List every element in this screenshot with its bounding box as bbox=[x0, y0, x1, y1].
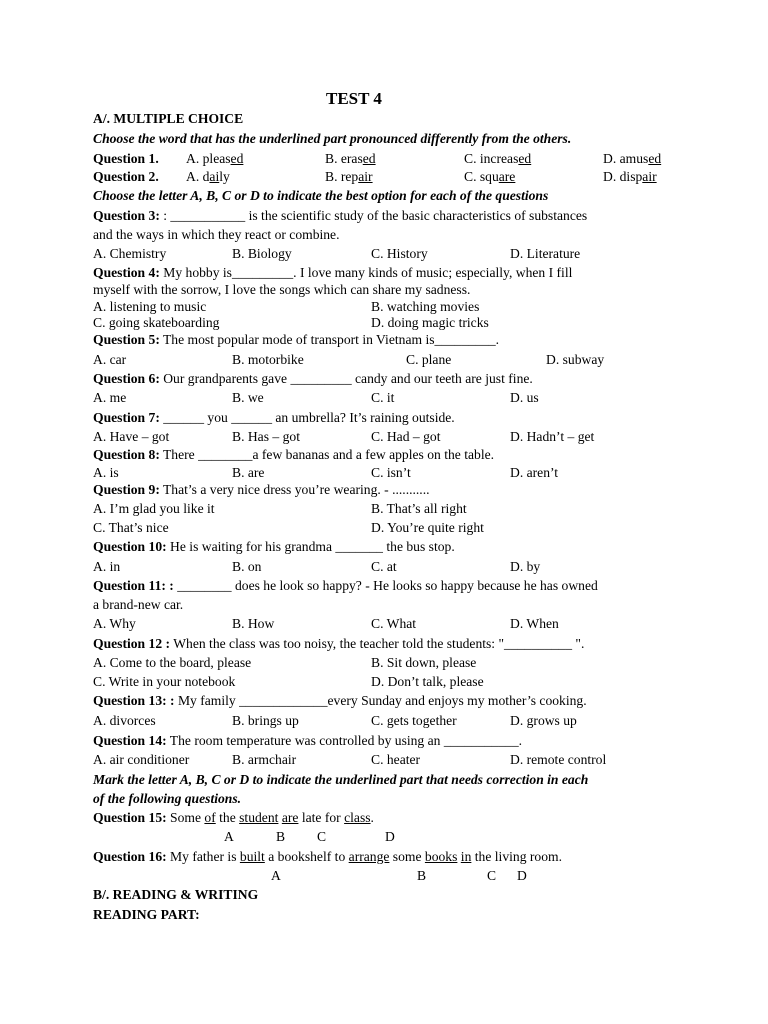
q3-option-d: D. Literature bbox=[510, 246, 581, 261]
q2-option-b: B. repair bbox=[325, 169, 373, 184]
q12-option-c: C. Write in your notebook bbox=[93, 674, 236, 689]
q10-option-a: A. in bbox=[93, 559, 121, 574]
q1-option-a: A. pleased bbox=[186, 151, 244, 166]
question-11-cont: a brand-new car. bbox=[93, 597, 184, 612]
q8-option-c: C. isn’t bbox=[371, 465, 411, 480]
q2-option-c: C. square bbox=[464, 169, 516, 184]
q13-option-d: D. grows up bbox=[510, 713, 577, 728]
section-b-heading: B/. READING & WRITING bbox=[93, 887, 259, 902]
question-16: Question 16: My father is built a bookshelf to arrange some books in the living room. bbox=[93, 849, 562, 864]
q11-option-b: B. How bbox=[232, 616, 275, 631]
q16-label-b: B bbox=[417, 868, 427, 883]
q8-option-a: A. is bbox=[93, 465, 119, 480]
q10-option-d: D. by bbox=[510, 559, 541, 574]
q3-option-b: B. Biology bbox=[232, 246, 292, 261]
question-6: Question 6: Our grandparents gave _________ candy and our teeth are just fine. bbox=[93, 371, 533, 386]
q15-label-a: A bbox=[224, 829, 234, 844]
q6-option-c: C. it bbox=[371, 390, 395, 405]
q15-label-d: D bbox=[385, 829, 395, 844]
q5-option-c: C. plane bbox=[406, 352, 452, 367]
q3-option-a: A. Chemistry bbox=[93, 246, 167, 261]
q2-option-a: A. daily bbox=[186, 169, 230, 184]
q9-option-c: C. That’s nice bbox=[93, 520, 169, 535]
question-15: Question 15: Some of the student are late for class. bbox=[93, 810, 374, 825]
q4-option-c: C. going skateboarding bbox=[93, 315, 220, 330]
q5-option-b: B. motorbike bbox=[232, 352, 304, 367]
q7-option-b: B. Has – got bbox=[232, 429, 300, 444]
q11-option-a: A. Why bbox=[93, 616, 136, 631]
q9-option-a: A. I’m glad you like it bbox=[93, 501, 215, 516]
question-7: Question 7: ______ you ______ an umbrella? It’s raining outside. bbox=[93, 410, 455, 425]
question-12: Question 12 : When the class was too noisy, the teacher told the students: "__________ ". bbox=[93, 636, 585, 651]
q11-option-d: D. When bbox=[510, 616, 559, 631]
question-1: Question 1. bbox=[93, 151, 159, 166]
q14-option-a: A. air conditioner bbox=[93, 752, 190, 767]
q11-option-c: C. What bbox=[371, 616, 417, 631]
q12-option-d: D. Don’t talk, please bbox=[371, 674, 484, 689]
q7-option-c: C. Had – got bbox=[371, 429, 441, 444]
q1-option-b: B. erased bbox=[325, 151, 376, 166]
instruction-pronunciation: Choose the word that has the underlined part pronounced differently from the others. bbox=[93, 131, 572, 146]
q8-option-b: B. are bbox=[232, 465, 265, 480]
q10-option-c: C. at bbox=[371, 559, 397, 574]
question-3-cont: and the ways in which they react or combine. bbox=[93, 227, 340, 242]
q12-option-b: B. Sit down, please bbox=[371, 655, 477, 670]
instruction-error-1: Mark the letter A, B, C or D to indicate the underlined part that needs correction in each bbox=[93, 772, 589, 787]
q2-option-d: D. dispair bbox=[603, 169, 657, 184]
section-a-heading: A/. MULTIPLE CHOICE bbox=[93, 111, 244, 126]
q16-label-d: D bbox=[517, 868, 527, 883]
q8-option-d: D. aren’t bbox=[510, 465, 559, 480]
q7-option-d: D. Hadn’t – get bbox=[510, 429, 595, 444]
q10-option-b: B. on bbox=[232, 559, 262, 574]
q1-option-d: D. amused bbox=[603, 151, 662, 166]
q5-option-d: D. subway bbox=[546, 352, 605, 367]
q13-option-a: A. divorces bbox=[93, 713, 156, 728]
q4-option-a: A. listening to music bbox=[93, 299, 207, 314]
question-4: Question 4: My hobby is_________. I love many kinds of music; especially, when I fill bbox=[93, 265, 573, 280]
instruction-best-option: Choose the letter A, B, C or D to indicate the best option for each of the questions bbox=[93, 188, 549, 203]
q6-option-b: B. we bbox=[232, 390, 264, 405]
q13-option-c: C. gets together bbox=[371, 713, 457, 728]
q16-label-a: A bbox=[271, 868, 281, 883]
reading-part-heading: READING PART: bbox=[93, 907, 200, 922]
question-8: Question 8: There ________a few bananas and a few apples on the table. bbox=[93, 447, 495, 462]
q16-label-c: C bbox=[487, 868, 497, 883]
question-2: Question 2. bbox=[93, 169, 159, 184]
q5-option-a: A. car bbox=[93, 352, 127, 367]
q9-option-b: B. That’s all right bbox=[371, 501, 467, 516]
q6-option-a: A. me bbox=[93, 390, 127, 405]
page-title: TEST 4 bbox=[326, 89, 382, 108]
question-5: Question 5: The most popular mode of transport in Vietnam is_________. bbox=[93, 332, 500, 347]
question-9: Question 9: That’s a very nice dress you’re wearing. - ........... bbox=[93, 482, 430, 497]
instruction-error-2: of the following questions. bbox=[93, 791, 242, 806]
q14-option-c: C. heater bbox=[371, 752, 421, 767]
q12-option-a: A. Come to the board, please bbox=[93, 655, 252, 670]
q14-option-d: D. remote control bbox=[510, 752, 607, 767]
q1-option-c: C. increased bbox=[464, 151, 532, 166]
q14-option-b: B. armchair bbox=[232, 752, 297, 767]
q13-option-b: B. brings up bbox=[232, 713, 299, 728]
question-4-cont: myself with the sorrow, I love the songs which can share my sadness. bbox=[93, 282, 471, 297]
question-11: Question 11: : ________ does he look so happy? - He looks so happy because he has owned bbox=[93, 578, 598, 593]
q6-option-d: D. us bbox=[510, 390, 539, 405]
q4-option-d: D. doing magic tricks bbox=[371, 315, 489, 330]
q4-option-b: B. watching movies bbox=[371, 299, 480, 314]
question-13: Question 13: : My family _____________every Sunday and enjoys my mother’s cooking. bbox=[93, 693, 587, 708]
q15-label-c: C bbox=[317, 829, 327, 844]
question-14: Question 14: The room temperature was controlled by using an ___________. bbox=[93, 733, 523, 748]
q15-label-b: B bbox=[276, 829, 286, 844]
q9-option-d: D. You’re quite right bbox=[371, 520, 484, 535]
question-10: Question 10: He is waiting for his grandma _______ the bus stop. bbox=[93, 539, 455, 554]
q3-option-c: C. History bbox=[371, 246, 428, 261]
q7-option-a: A. Have – got bbox=[93, 429, 170, 444]
question-3: Question 3: : ___________ is the scientific study of the basic characteristics of substances bbox=[93, 208, 588, 223]
